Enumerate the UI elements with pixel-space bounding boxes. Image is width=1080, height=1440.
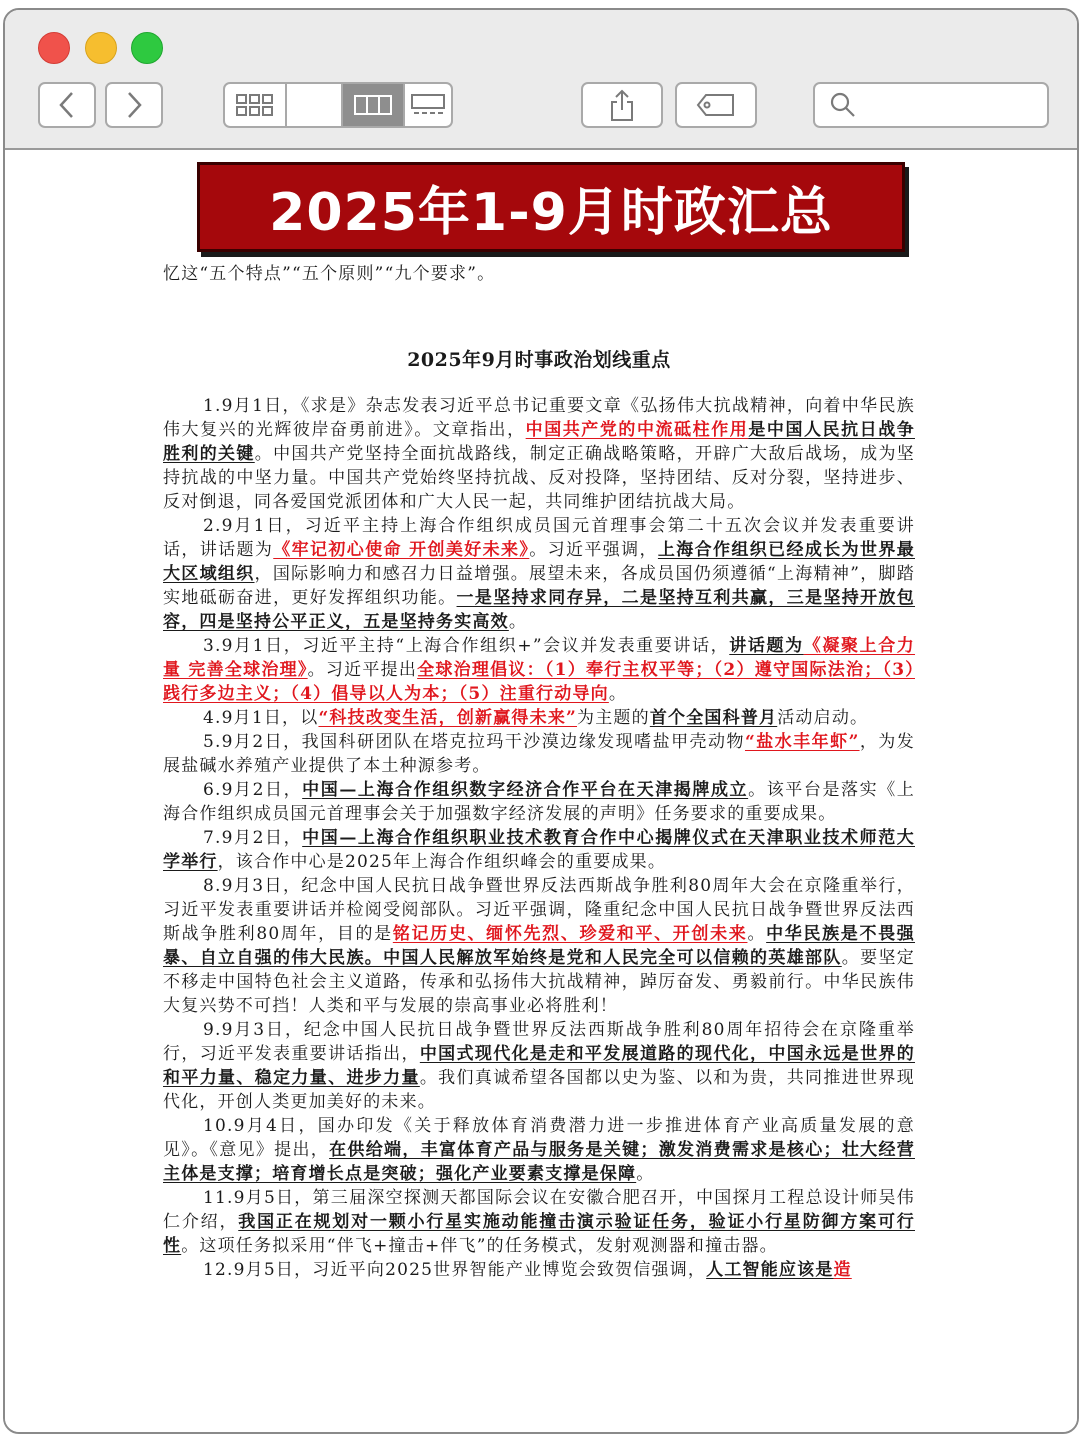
red-key-phrase: “盐水丰年虾” (744, 732, 860, 752)
key-phrase: 讲话题为 (729, 636, 804, 656)
key-phrase: 一是坚持求同存异，二是坚持互利共赢，三是坚持开放包容，四是坚持公平正义，五是坚持务实高效 (163, 588, 916, 632)
red-key-phrase: 《凝聚上合力量 完善全球治理》 (163, 636, 916, 680)
forward-button[interactable] (105, 82, 163, 128)
window-toolbar (5, 10, 1077, 150)
list-item (163, 1186, 915, 1258)
zoom-window-button[interactable] (131, 32, 163, 64)
grid-icon (235, 93, 275, 117)
text-run: 3.9月1日，习近平主持“上海合作组织+”会议并发表重要讲话， (203, 636, 730, 656)
document-viewer (5, 150, 1077, 1432)
list-item (163, 514, 915, 634)
text-run: 11.9月5日，第三届深空探测天都国际会议在安徽合肥召开，中国探月工程总设计师吴伟仁介绍， (163, 1188, 915, 1232)
key-phrase: 我国正在规划对一颗小行星实施动能撞击演示验证任务，验证小行星防御方案可行性 (163, 1212, 915, 1256)
red-key-phrase: 造 (833, 1260, 852, 1280)
column-view-button[interactable] (343, 84, 405, 126)
key-phrase: 在供给端，丰富体育产品与服务是关键；激发消费需求是核心；壮大经营主体是支撑；培育增长点是突破；强化产业要素支撑是保障 (163, 1140, 915, 1184)
text-run: 。习近平提出 (307, 660, 418, 680)
text-run: 。 (608, 684, 628, 704)
text-run: 忆这“五个特点”“五个原则”“九个要求”。 (163, 264, 496, 284)
text-run: 8.9月3日，纪念中国人民抗日战争暨世界反法西斯战争胜利80周年大会在京隆重举行，习近平发表重要讲话并检阅受阅部队。习近平强调，隆重纪念中国人民抗日战争暨世界反法西斯战争胜利80周年，目的是 (163, 876, 915, 944)
text-run: 。这项任务拟采用“伴飞+撞击+伴飞”的任务模式，发射观测器和撞击器。 (181, 1236, 778, 1256)
list-item (163, 1114, 915, 1186)
text-run: 1.9月1日，《求是》杂志发表习近平总书记重要文章《弘扬伟大抗战精神，向着中华民族伟大复兴的光辉彼岸奋勇前进》。文章指出， (163, 396, 915, 440)
close-window-button[interactable] (38, 32, 70, 64)
columns-icon (353, 93, 393, 117)
key-phrase: 中国—上海合作组织数字经济合作平台在天津揭牌成立 (302, 780, 749, 800)
text-run: 。 (636, 1164, 655, 1184)
list-item (163, 1258, 915, 1282)
key-phrase: 人工智能应该是 (706, 1260, 834, 1280)
text-run: ，该合作中心是2025年上海合作组织峰会的重要成果。 (217, 852, 667, 872)
search-field[interactable] (813, 82, 1049, 128)
intro-paragraph (163, 262, 915, 286)
text-run: 为主题的 (577, 708, 650, 728)
list-item (163, 778, 915, 826)
list-item (163, 874, 915, 1018)
text-run: 4.9月1日，以 (203, 708, 319, 728)
key-phrase: 是中国人民抗日战争胜利的关键 (163, 420, 915, 464)
red-key-phrase: 铭记历史、缅怀先烈、珍爱和平、开创未来 (392, 924, 748, 944)
list-item (163, 634, 915, 706)
red-key-phrase: “科技改变生活，创新赢得未来” (318, 708, 578, 728)
key-phrase: 中华民族是不畏强暴、自立自强的伟大民族。中国人民解放军始终是党和人民完全可以信赖的英雄部队 (163, 924, 915, 968)
view-mode-group (223, 82, 453, 128)
text-run: 7.9月2日， (203, 828, 303, 848)
minimize-window-button[interactable] (85, 32, 117, 64)
key-phrase: 中国式现代化是走和平发展道路的现代化，中国永远是世界的和平力量、稳定力量、进步力量 (163, 1044, 915, 1088)
list-item (163, 730, 915, 778)
text-run: ，为发展盐碱水养殖产业提供了本土种源参考。 (163, 732, 915, 776)
text-run: 9.9月3日，纪念中国人民抗日战争暨世界反法西斯战争胜利80周年招待会在京隆重举行，习近平发表重要讲话指出， (163, 1020, 915, 1064)
banner-title: 2025年1-9月时政汇总 (269, 182, 833, 243)
document-title: 2025年9月时事政治划线重点 (407, 349, 671, 371)
text-run: 6.9月2日， (203, 780, 303, 800)
chevron-right-icon (123, 90, 145, 120)
text-run: 12.9月5日，习近平向2025世界智能产业博览会致贺信强调， (203, 1260, 707, 1280)
text-run: 。习近平强调， (529, 540, 658, 560)
list-item (163, 706, 915, 730)
key-phrase: 上海合作组织已经成长为世界最大区域组织 (163, 540, 915, 584)
text-run: 10.9月4日，国办印发《关于释放体育消费潜力进一步推进体育产业高质量发展的意见》。《意见》提出， (163, 1116, 915, 1160)
share-button[interactable] (581, 82, 663, 128)
text-run: 5.9月2日，我国科研团队在塔克拉玛干沙漠边缘发现嗜盐甲壳动物 (203, 732, 745, 752)
document-body (163, 262, 915, 1282)
page-banner (197, 162, 905, 252)
grid-view-button[interactable] (225, 84, 287, 126)
key-phrase: 首个全国科普月 (649, 708, 778, 728)
red-key-phrase: 中国共产党的中流砥柱作用 (525, 420, 749, 440)
browser-window (3, 8, 1079, 1434)
list-item (163, 394, 915, 514)
gallery-view-button[interactable] (405, 84, 451, 126)
red-key-phrase: 《牢记初心使命 开创美好未来》 (273, 540, 530, 560)
red-key-phrase: 全球治理倡议：（1）奉行主权平等；（2）遵守国际法治；（3）践行多边主义；（4）倡导以人为本；（5）注重行动导向 (163, 660, 915, 704)
text-run: 。中国共产党坚持全面抗战路线，制定正确战略策略，开辟广大敌后战场，成为坚持抗战的中坚力量。中国共产党始终坚持抗战、反对投降，坚持团结、反对分裂，坚持进步、反对倒退，同各爱国党派团体和广大人民一起，共同维护团结抗战大局。 (163, 444, 916, 512)
gallery-icon (410, 93, 446, 117)
list-view-button[interactable] (287, 84, 343, 126)
chevron-left-icon (56, 90, 78, 120)
search-input[interactable] (863, 94, 1047, 117)
tag-button[interactable] (675, 82, 757, 128)
list-item (163, 826, 915, 874)
text-run: 。该平台是落实《上海合作组织成员国元首理事会关于加强数字经济发展的声明》任务要求的重要成果。 (163, 780, 915, 824)
text-run: 活动启动。 (777, 708, 869, 728)
share-icon (608, 88, 636, 122)
text-run: ，国际影响力和感召力日益增强。展望未来，各成员国仍须遵循“上海精神”，脚踏实地砥砺奋进，更好发挥组织功能。 (163, 564, 916, 608)
list-item (163, 1018, 915, 1114)
text-run: 。 (508, 612, 528, 632)
search-icon (829, 91, 857, 119)
text-run: 。要坚定不移走中国特色社会主义道路，传承和弘扬伟大抗战精神，踔厉奋发、勇毅前行。中华民族伟大复兴势不可挡！人类和平与发展的崇高事业必将胜利！ (163, 948, 915, 1016)
text-run: 2.9月1日，习近平主持上海合作组织成员国元首理事会第二十五次会议并发表重要讲话，讲话题为 (163, 516, 915, 560)
tag-icon (696, 92, 736, 118)
text-run: 。我们真诚希望各国都以史为鉴、以和为贵，共同推进世界现代化，开创人类更加美好的未来。 (163, 1068, 915, 1112)
key-phrase: 中国—上海合作组织职业技术教育合作中心揭牌仪式在天津职业技术师范大学举行 (163, 828, 915, 872)
back-button[interactable] (38, 82, 96, 128)
text-run: 。 (747, 924, 767, 944)
item-list (163, 394, 915, 1282)
